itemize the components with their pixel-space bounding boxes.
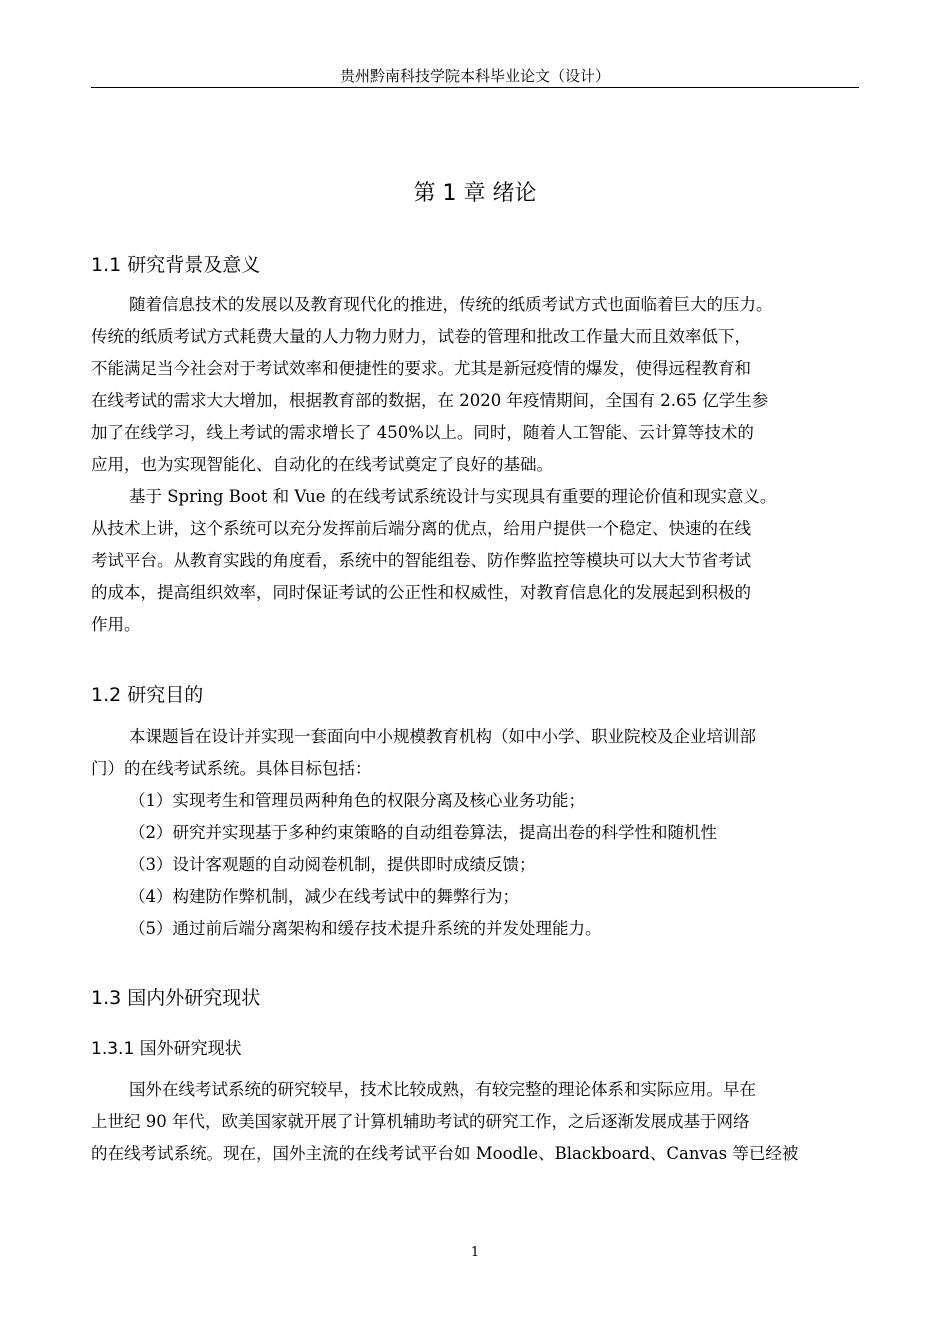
header-rule bbox=[91, 87, 859, 88]
list-item: （3）设计客观题的自动阅卷机制，提供即时成绩反馈； bbox=[129, 855, 536, 874]
chapter-title: 第 1 章 绪论 bbox=[413, 181, 537, 206]
list-item: （5）通过前后端分离架构和缓存技术提升系统的并发处理能力。 bbox=[129, 919, 602, 938]
paragraph-line: 考试平台。从教育实践的角度看，系统中的智能组卷、防作弊监控等模块可以大大节省考试 bbox=[91, 551, 751, 570]
paragraph-line: 作用。 bbox=[91, 615, 141, 634]
paragraph-line: 应用，也为实现智能化、自动化的在线考试奠定了良好的基础。 bbox=[91, 455, 553, 474]
paragraph-line: 传统的纸质考试方式耗费大量的人力物力财力，试卷的管理和批改工作量大而且效率低下， bbox=[91, 327, 751, 346]
list-item: （1）实现考生和管理员两种角色的权限分离及核心业务功能； bbox=[129, 791, 585, 810]
paragraph-line: 在线考试的需求大大增加，根据教育部的数据，在 2020 年疫情期间，全国有 2.65 亿学生参 bbox=[91, 391, 769, 410]
paragraph-line: 基于 Spring Boot 和 Vue 的在线考试系统设计与实现具有重要的理论价值和现实意义。 bbox=[129, 487, 777, 506]
list-item: （2）研究并实现基于多种约束策略的自动组卷算法，提高出卷的科学性和随机性 bbox=[129, 823, 717, 842]
paragraph-line: 从技术上讲，这个系统可以充分发挥前后端分离的优点，给用户提供一个稳定、快速的在线 bbox=[91, 519, 751, 538]
page-number: 1 bbox=[470, 1245, 480, 1260]
paragraph-line: 国外在线考试系统的研究较早，技术比较成熟，有较完整的理论体系和实际应用。早在 bbox=[129, 1080, 756, 1099]
paragraph-line: 门）的在线考试系统。具体目标包括： bbox=[91, 759, 372, 778]
paragraph-line: 的成本，提高组织效率，同时保证考试的公正性和权威性，对教育信息化的发展起到积极的 bbox=[91, 583, 751, 602]
paragraph-line: 随着信息技术的发展以及教育现代化的推进，传统的纸质考试方式也面临着巨大的压力。 bbox=[129, 295, 773, 314]
section-heading-1-3: 1.3 国内外研究现状 bbox=[91, 987, 261, 1009]
paragraph-line: 的在线考试系统。现在，国外主流的在线考试平台如 Moodle、Blackboard、Canvas 等已经被 bbox=[91, 1144, 799, 1163]
subsection-heading-1-3-1: 1.3.1 国外研究现状 bbox=[91, 1039, 242, 1059]
running-header: 贵州黔南科技学院本科毕业论文（设计） bbox=[339, 67, 610, 85]
paragraph-line: 上世纪 90 年代，欧美国家就开展了计算机辅助考试的研究工作，之后逐渐发展成基于网络 bbox=[91, 1112, 750, 1131]
section-heading-1-2: 1.2 研究目的 bbox=[91, 684, 204, 706]
paragraph-line: 加了在线学习，线上考试的需求增长了 450%以上。同时，随着人工智能、云计算等技术的 bbox=[91, 423, 754, 442]
paragraph-line: 不能满足当今社会对于考试效率和便捷性的要求。尤其是新冠疫情的爆发，使得远程教育和 bbox=[91, 359, 751, 378]
section-heading-1-1: 1.1 研究背景及意义 bbox=[91, 254, 261, 276]
list-item: （4）构建防作弊机制，减少在线考试中的舞弊行为； bbox=[129, 887, 519, 906]
paragraph-line: 本课题旨在设计并实现一套面向中小规模教育机构（如中小学、职业院校及企业培训部 bbox=[129, 727, 756, 746]
